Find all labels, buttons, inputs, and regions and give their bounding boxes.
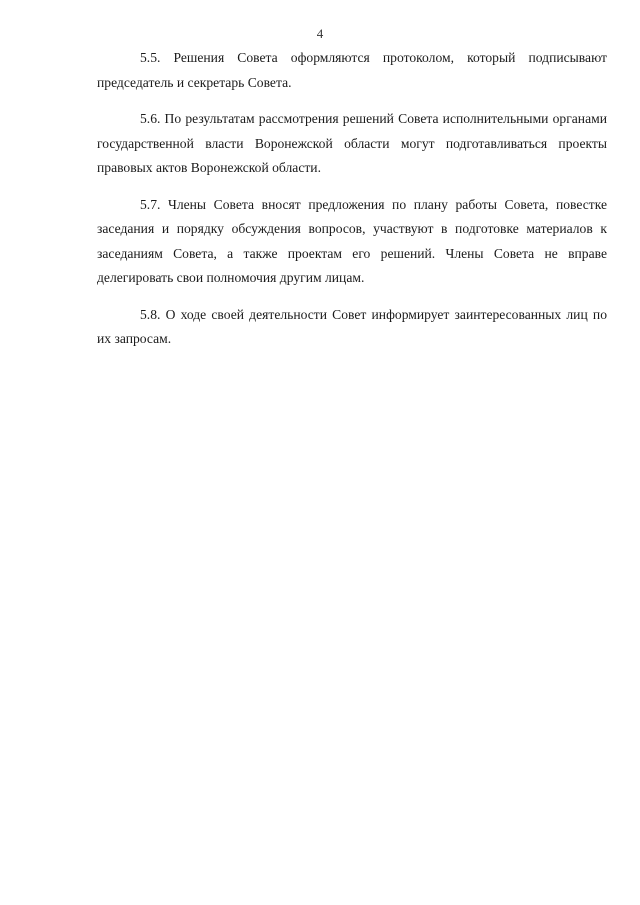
paragraph-5-6: 5.6. По результатам рассмотрения решений Совета исполнительными органами государственной власти Воронежской области могут подготавливаться проекты правовых актов Воронежской области.: [97, 111, 607, 175]
paragraph-5-7: 5.7. Члены Совета вносят предложения по плану работы Совета, повестке заседания и порядку обсуждения вопросов, участвуют в подготовке материалов к заседаниям Совета, а также проектам его решений. Члены Совета не вправе делегировать свои полномочия другим лицам.: [97, 196, 607, 285]
paragraph-5-5: 5.5. Решения Совета оформляются протоколом, который подписывают председатель и секретарь Совета.: [97, 50, 607, 90]
paragraph-5-8: 5.8. О ходе своей деятельности Совет информирует заинтересованных лиц по их запросам.: [97, 306, 607, 346]
page-number: 4: [316, 26, 324, 41]
document-body: [97, 46, 607, 364]
